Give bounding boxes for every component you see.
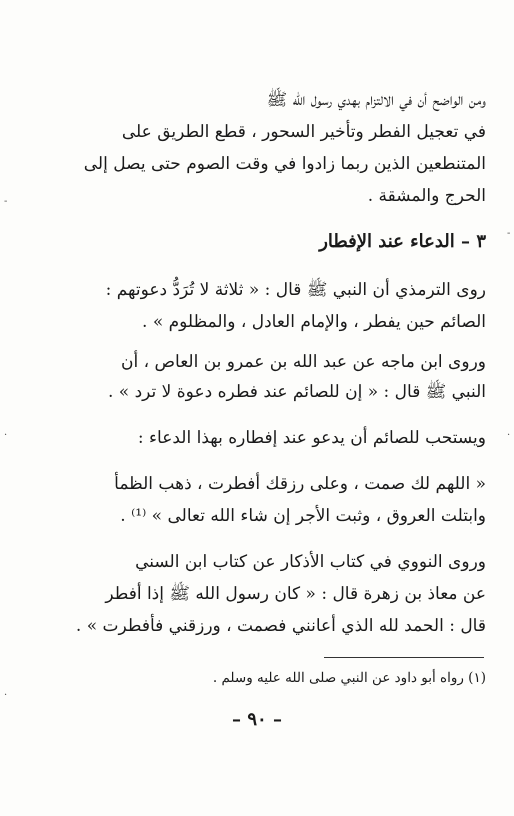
- footnote: (١) رواه أبو داود عن النبي صلى الله عليه وسلم .: [212, 670, 486, 686]
- margin-dot-mark: ·: [4, 430, 8, 441]
- paragraph-2-line-2: الصائم حين يفطر ، والإمام العادل ، والمظلوم » .: [142, 312, 486, 332]
- paragraph-5-line-2: وابتلت العروق ، وثبت الأجر إن شاء الله تعالى » ⁽¹⁾ .: [120, 506, 486, 526]
- paragraph-6-line-2: عن معاذ بن زهرة قال : « كان رسول الله ﷺ إذا أفطر: [105, 584, 486, 604]
- margin-dash-mark: -: [4, 196, 8, 207]
- section-heading: ٣ – الدعاء عند الإفطار: [319, 231, 486, 252]
- margin-dot-mark: ·: [4, 690, 8, 701]
- paragraph-3-line-2: النبي ﷺ قال : « إن للصائم عند فطره دعوة لا ترد » .: [107, 382, 486, 402]
- footnote-divider: [324, 657, 484, 658]
- paragraph-3-line-1: وروى ابن ماجه عن عبد الله بن عمرو بن العاص ، أن: [120, 352, 486, 372]
- paragraph-1-line-4: الحرج والمشقة .: [367, 186, 486, 206]
- margin-dot-mark: ·: [507, 430, 511, 441]
- paragraph-1-line-1: ومن الواضح أن في الالتزام بهدي رسول الله ﷺ: [266, 90, 486, 110]
- paragraph-6-line-1: وروى النووي في كتاب الأذكار عن كتاب ابن السني: [135, 552, 486, 572]
- paragraph-5-line-1: « اللهم لك صمت ، وعلى رزقك أفطرت ، ذهب الظمأ: [114, 474, 486, 494]
- page-number: – ٩٠ –: [232, 709, 282, 730]
- paragraph-1-line-2: في تعجيل الفطر وتأخير السحور ، قطع الطريق على: [121, 122, 486, 142]
- margin-dash-mark: -: [507, 228, 511, 239]
- paragraph-6-line-3: قال : الحمد لله الذي أعانني فصمت ، ورزقني فأفطرت » .: [75, 616, 486, 636]
- paragraph-1-line-3: المتنطعين الذين ربما زادوا في وقت الصوم حتى يصل إلى: [83, 154, 486, 174]
- paragraph-2-line-1: روى الترمذي أن النبي ﷺ قال : « ثلاثة لا تُرَدُّ دعوتهم :: [105, 280, 486, 300]
- paragraph-4-line-1: ويستحب للصائم أن يدعو عند إفطاره بهذا الدعاء :: [137, 428, 486, 448]
